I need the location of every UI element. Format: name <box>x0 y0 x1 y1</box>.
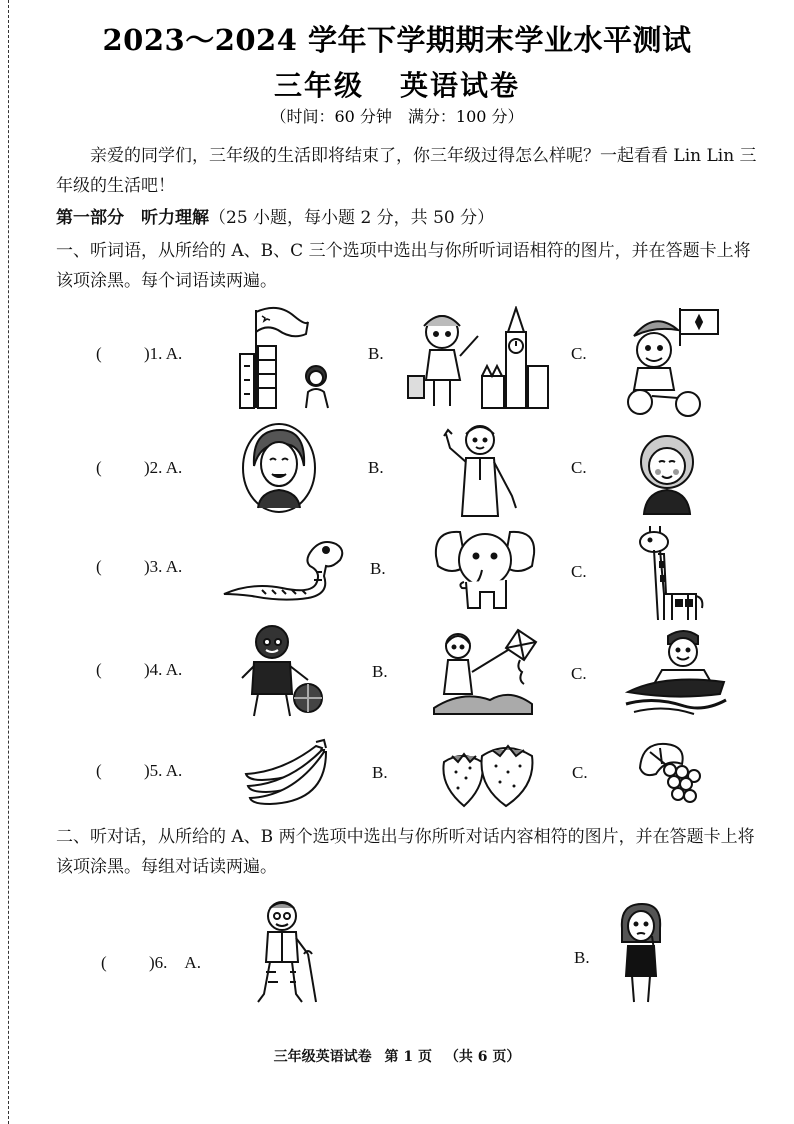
exam-title: 2023～2024 学年下学期期末学业水平测试 <box>102 23 692 57</box>
answer-paren[interactable]: ( <box>101 953 107 972</box>
answer-paren[interactable]: ( <box>96 557 102 576</box>
boy-boat-icon <box>624 626 728 716</box>
china-flag-city-icon <box>236 304 336 410</box>
answer-paren[interactable]: ( <box>96 761 102 780</box>
question-5: ( )5. A. <box>96 761 183 780</box>
bananas-icon <box>242 738 332 808</box>
question-1: ( )1. A. <box>96 344 183 363</box>
footer-page-number: 第 1 页 <box>384 1049 432 1065</box>
option-b-label: B. <box>372 662 388 681</box>
question-3: ( )3. A. <box>96 557 183 576</box>
footer-subject: 三年级英语试卷 <box>273 1049 372 1065</box>
canada-flag-boy-icon <box>624 306 722 418</box>
option-c-label: C. <box>571 664 587 683</box>
girl-big-ben-icon <box>404 306 552 410</box>
exam-time-score: （时间：60 分钟 满分：100 分） <box>270 107 524 126</box>
question-4: ( )4. A. <box>96 660 183 679</box>
question-6: ( )6. A. <box>101 953 201 972</box>
giraffe-icon <box>636 524 708 624</box>
answer-paren[interactable]: ( <box>96 344 102 363</box>
binding-dashed-line <box>8 0 9 1124</box>
option-c-label: C. <box>571 344 587 363</box>
elephant-icon <box>432 526 538 612</box>
option-b-label: B. <box>368 344 384 363</box>
subject-label: 英语试卷 <box>400 69 521 102</box>
grapes-icon <box>636 738 706 804</box>
section2-instruction: 二、听对话，从所给的 A、B 两个选项中选出与你所听对话内容相符的图片，并在答题卡上将该项涂黑。每组对话读两遍。 <box>56 827 755 877</box>
option-b-label: B. <box>574 948 590 967</box>
girl-thinking-icon <box>616 902 666 1004</box>
option-c-label: C. <box>572 763 588 782</box>
option-b-label: B. <box>370 559 386 578</box>
grandmother-icon <box>632 430 702 516</box>
strawberries-icon <box>438 736 538 808</box>
option-c-label: C. <box>571 562 587 581</box>
page-footer <box>0 1046 794 1066</box>
section1-instruction: 一、听词语，从所给的 A、B、C 三个选项中选出与你所听词语相符的图片，并在答题卡上将该项涂黑。每个词语读两遍。 <box>56 241 751 291</box>
part1-meta: （25 小题，每小题 2 分，共 50 分） <box>209 208 495 228</box>
grade-label: 三年级 <box>273 69 364 102</box>
man-waving-icon <box>440 420 520 518</box>
girl-kite-icon <box>432 628 540 718</box>
question-2: ( )2. A. <box>96 458 183 477</box>
option-b-label: B. <box>372 763 388 782</box>
footer-total-pages: （共 6 页） <box>444 1049 521 1065</box>
old-man-cane-icon <box>250 898 324 1006</box>
exam-subtitle <box>0 64 794 104</box>
intro-paragraph: 亲爱的同学们，三年级的生活即将结束了，你三年级过得怎么样呢？一起看看 Lin Lin 三年级的生活吧！ <box>56 146 757 196</box>
answer-paren[interactable]: ( <box>96 458 102 477</box>
part1-heading <box>56 203 494 228</box>
option-c-label: C. <box>571 458 587 477</box>
woman-icon <box>240 422 318 514</box>
snake-icon <box>222 532 346 604</box>
part1-title: 第一部分 听力理解 <box>56 208 209 228</box>
option-b-label: B. <box>368 458 384 477</box>
answer-paren[interactable]: ( <box>96 660 102 679</box>
boy-basketball-icon <box>238 622 328 720</box>
